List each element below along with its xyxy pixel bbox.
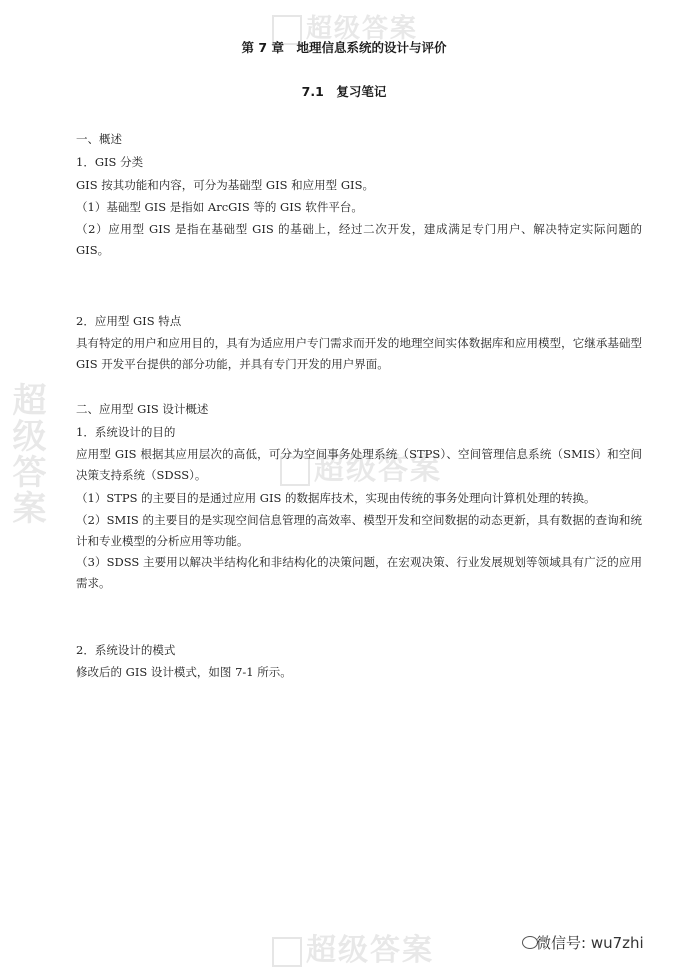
paragraph: （3）SDSS 主要用以解决半结构化和非结构化的决策问题，在宏观决策、行业发展规划等领域具有广泛的应用需求。 (76, 555, 642, 590)
chapter-title: 第 7 章 地理信息系统的设计与评价 (241, 40, 447, 55)
paragraph: （2）应用型 GIS 是指在基础型 GIS 的基础上，经过二次开发，建成满足专门用户、解决特定实际问题的 GIS。 (76, 222, 642, 257)
heading-design-overview: 二、应用型 GIS 设计概述 (76, 402, 209, 416)
subheading-design-purpose: 1．系统设计的目的 (76, 425, 176, 439)
paragraph: GIS 按其功能和内容，可分为基础型 GIS 和应用型 GIS。 (76, 178, 374, 192)
paragraph: 修改后的 GIS 设计模式，如图 7-1 所示。 (76, 665, 292, 679)
subheading-gis-classification: 1．GIS 分类 (76, 155, 144, 169)
watermark-text: 超级答案 (6, 382, 46, 526)
heading-overview: 一、概述 (76, 132, 122, 146)
paragraph: （1）基础型 GIS 是指如 ArcGIS 等的 GIS 软件平台。 (76, 200, 363, 214)
subheading-design-mode: 2．系统设计的模式 (76, 643, 176, 657)
watermark-logo-icon (272, 937, 302, 967)
paragraph: 具有特定的用户和应用目的，具有为适应用户专门需求而开发的地理空间实体数据库和应用模型，它继承基础型 GIS 开发平台提供的部分功能，并具有专门开发的用户界面。 (76, 336, 642, 371)
paragraph: （1）STPS 的主要目的是通过应用 GIS 的数据库技术，实现由传统的事务处理向计算机处理的转换。 (76, 491, 596, 505)
watermark-text: 超级答案 (306, 14, 419, 44)
watermark-bottom (272, 925, 434, 969)
footer-wechat-id: 微信号: wu7zhi (536, 934, 644, 952)
paragraph: 应用型 GIS 根据其应用层次的高低，可分为空间事务处理系统（STPS）、空间管理信息系统（SMIS）和空间决策支持系统（SDSS）。 (76, 447, 642, 482)
watermark-side (6, 382, 46, 526)
subheading-application-gis-features: 2．应用型 GIS 特点 (76, 314, 182, 328)
watermark-text: 超级答案 (306, 933, 434, 968)
paragraph: （2）SMIS 的主要目的是实现空间信息管理的高效率、模型开发和空间数据的动态更新，具有数据的查询和统计和专业模型的分析应用等功能。 (76, 513, 642, 548)
section-title: 7.1 复习笔记 (301, 84, 387, 99)
watermark-text: 超级答案 (314, 452, 442, 487)
